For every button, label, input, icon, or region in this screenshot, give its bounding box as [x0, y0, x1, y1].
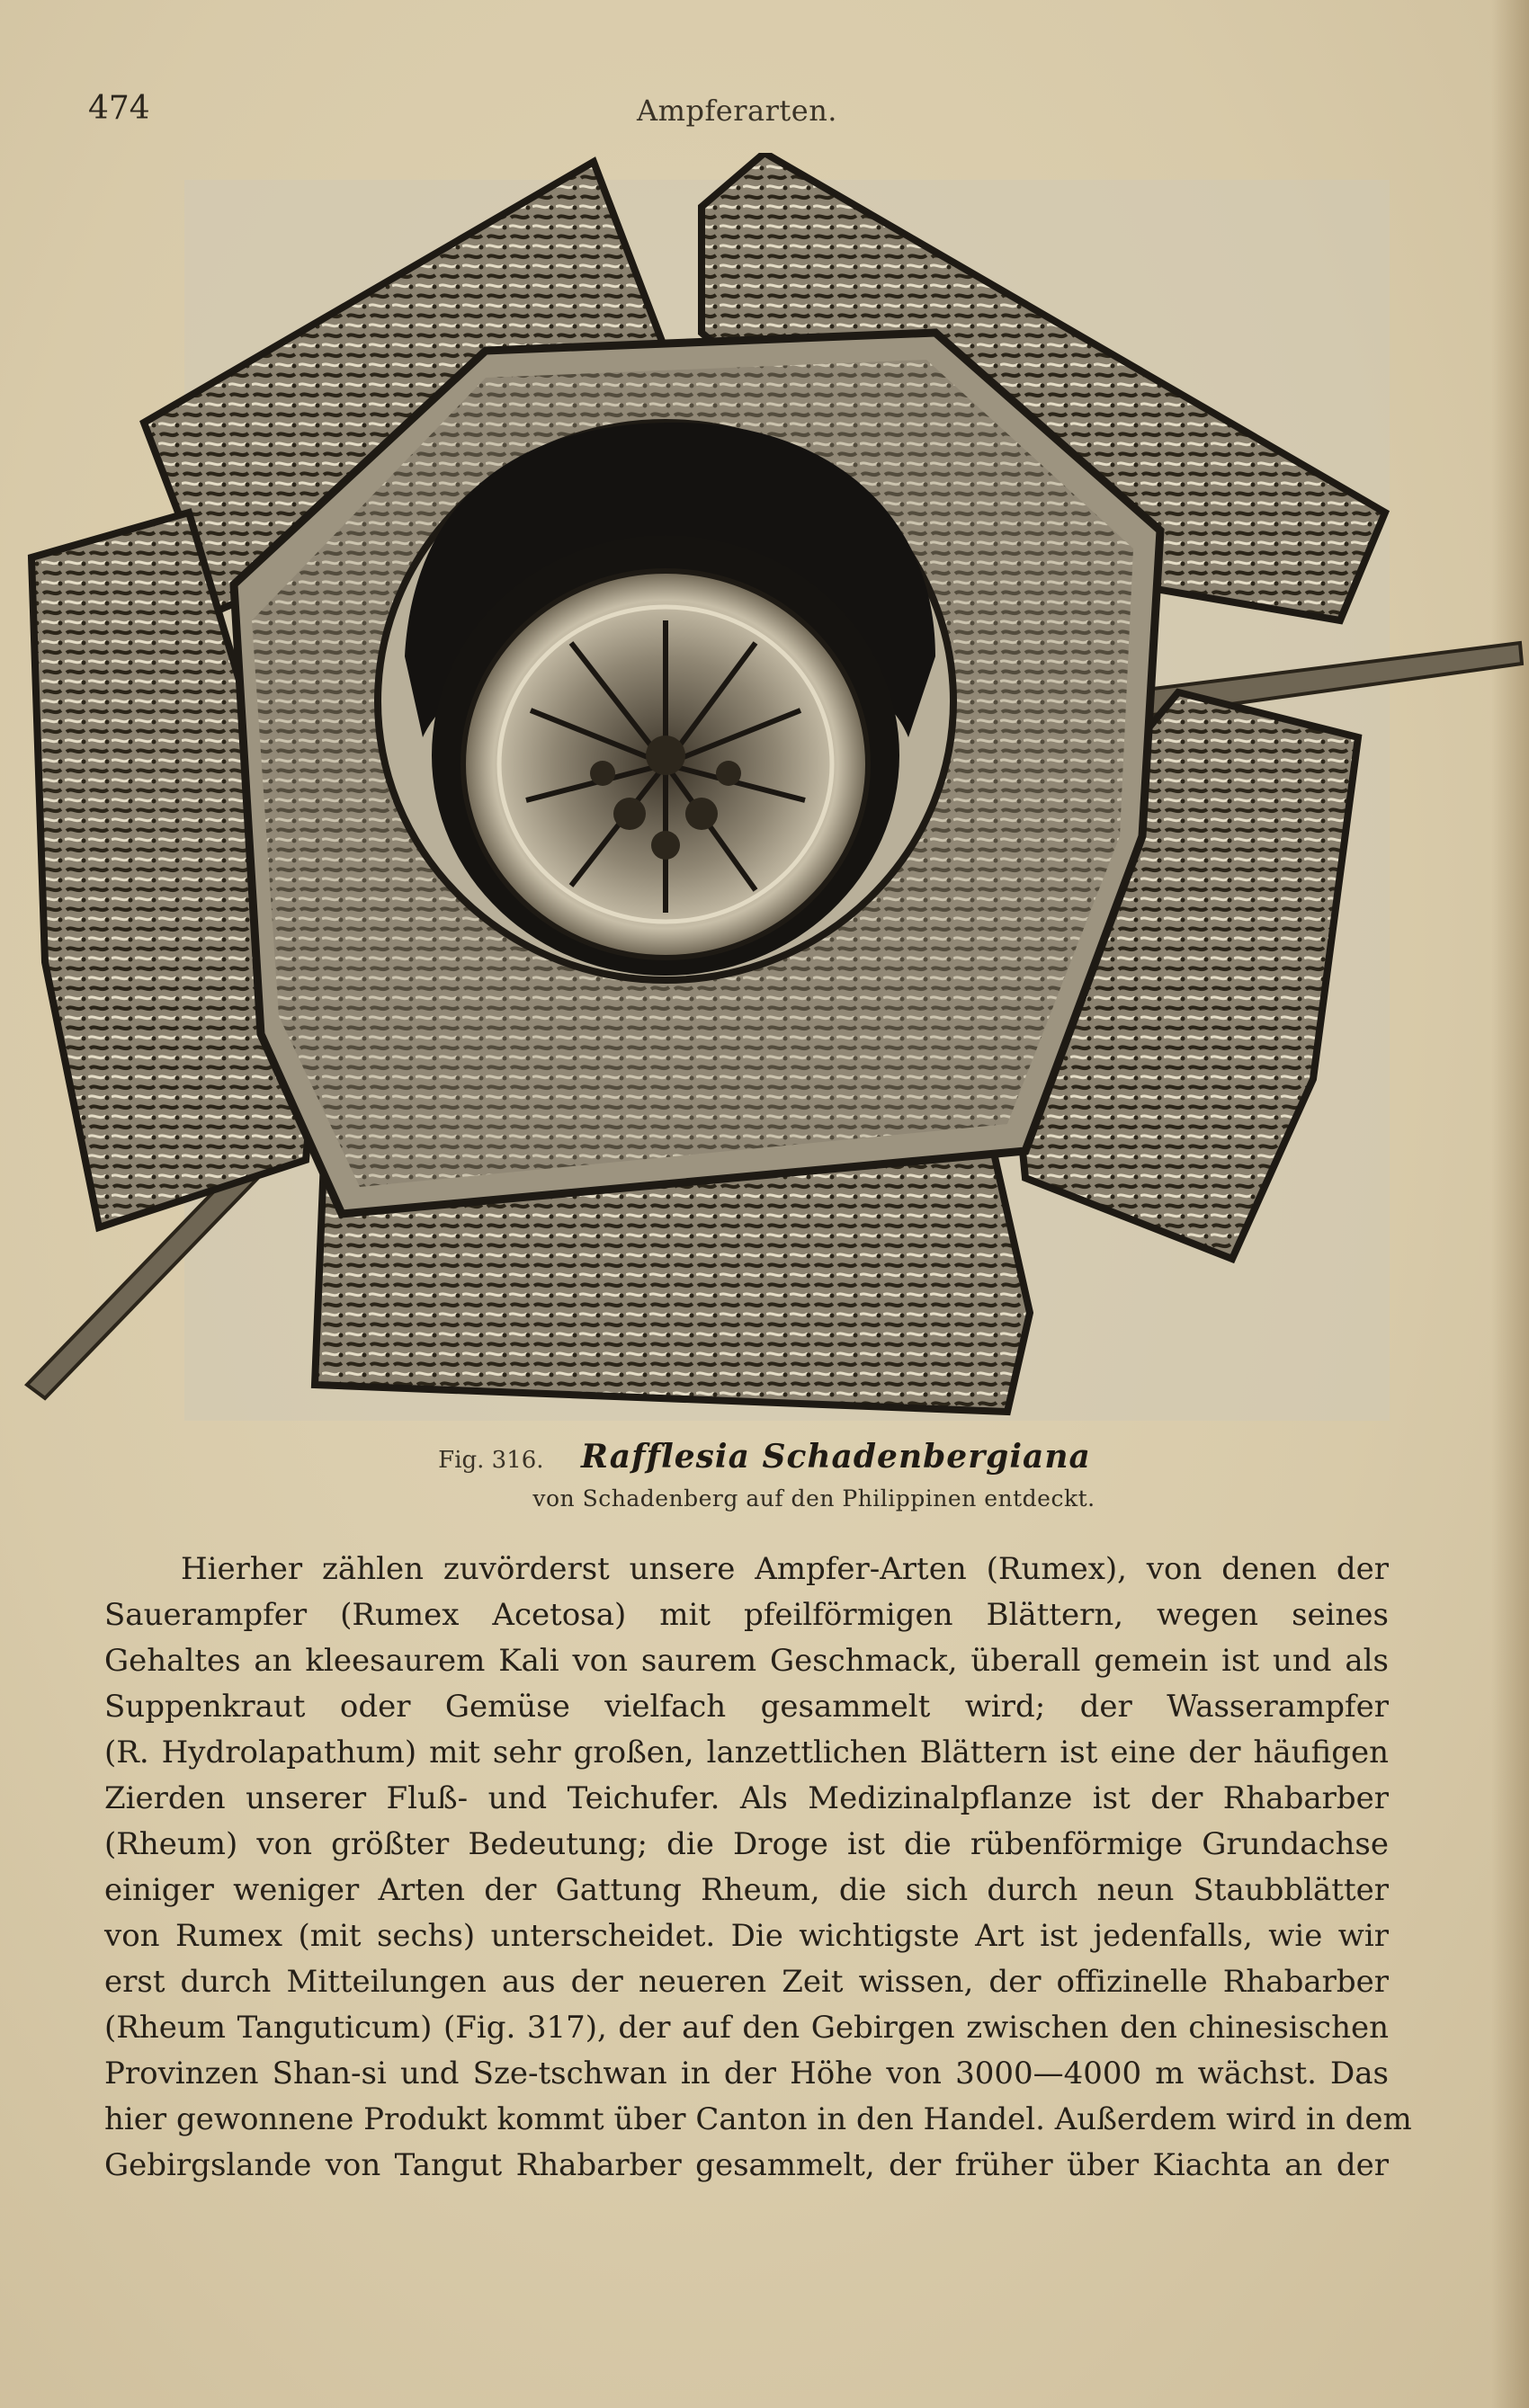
text-line: einiger weniger Arten der Gattung Rheum, die sich durch neun Staubblätter	[104, 1872, 1389, 1908]
text-line: hier gewonnene Produkt kommt über Canton in den Handel. Außerdem wird in dem	[104, 2101, 1412, 2137]
figure-title: Rafflesia Schadenbergiana	[581, 1438, 1091, 1476]
text-line: Gebirgslande von Tangut Rhabarber gesammelt, der früher über Kiachta an der	[104, 2147, 1389, 2183]
body-paragraph	[104, 1547, 1412, 2189]
text-line: Zierden unserer Fluß- und Teichufer. Als Medizinalpflanze ist der Rhabarber	[104, 1780, 1389, 1816]
text-line: von Rumex (mit sechs) unterscheidet. Die wichtigste Art ist jedenfalls, wie wir	[104, 1918, 1389, 1954]
rafflesia-illustration	[18, 153, 1529, 1430]
text-line: (R. Hydrolapathum) mit sehr großen, lanzettlichen Blättern ist eine der häufigen	[104, 1735, 1389, 1770]
text-line: Hierher zählen zuvörderst unsere Ampfer-Arten (Rumex), von denen der	[181, 1551, 1389, 1587]
page-number: 474	[88, 90, 150, 127]
figure-caption	[0, 1437, 1529, 1512]
text-line: (Rheum) von größter Bedeutung; die Droge ist die rübenförmige Grundachse	[104, 1826, 1389, 1862]
text-line: Provinzen Shan-si und Sze-tschwan in der Höhe von 3000—4000 m wächst. Das	[104, 2056, 1389, 2091]
text-line: Gehaltes an kleesaurem Kali von saurem Geschmack, überall gemein ist und als	[104, 1643, 1389, 1679]
text-line: Suppenkraut oder Gemüse vielfach gesammelt wird; der Wasserampfer	[104, 1689, 1389, 1725]
running-title: Ampferarten.	[637, 94, 837, 128]
text-line: erst durch Mitteilungen aus der neueren Zeit wissen, der offizinelle Rhabarber	[104, 1964, 1389, 2000]
caption-line-title	[0, 1437, 1529, 1480]
text-line: (Rheum Tanguticum) (Fig. 317), der auf den Gebirgen zwischen den chinesischen	[104, 2010, 1389, 2046]
figure-316	[18, 153, 1529, 1430]
figure-subtitle: von Schadenberg auf den Philippinen entdeckt.	[532, 1485, 1095, 1512]
figure-label: Fig. 316.	[438, 1447, 544, 1474]
text-line: Sauerampfer (Rumex Acetosa) mit pfeilförmigen Blättern, wegen seines	[104, 1597, 1389, 1633]
page-header	[88, 90, 1401, 144]
